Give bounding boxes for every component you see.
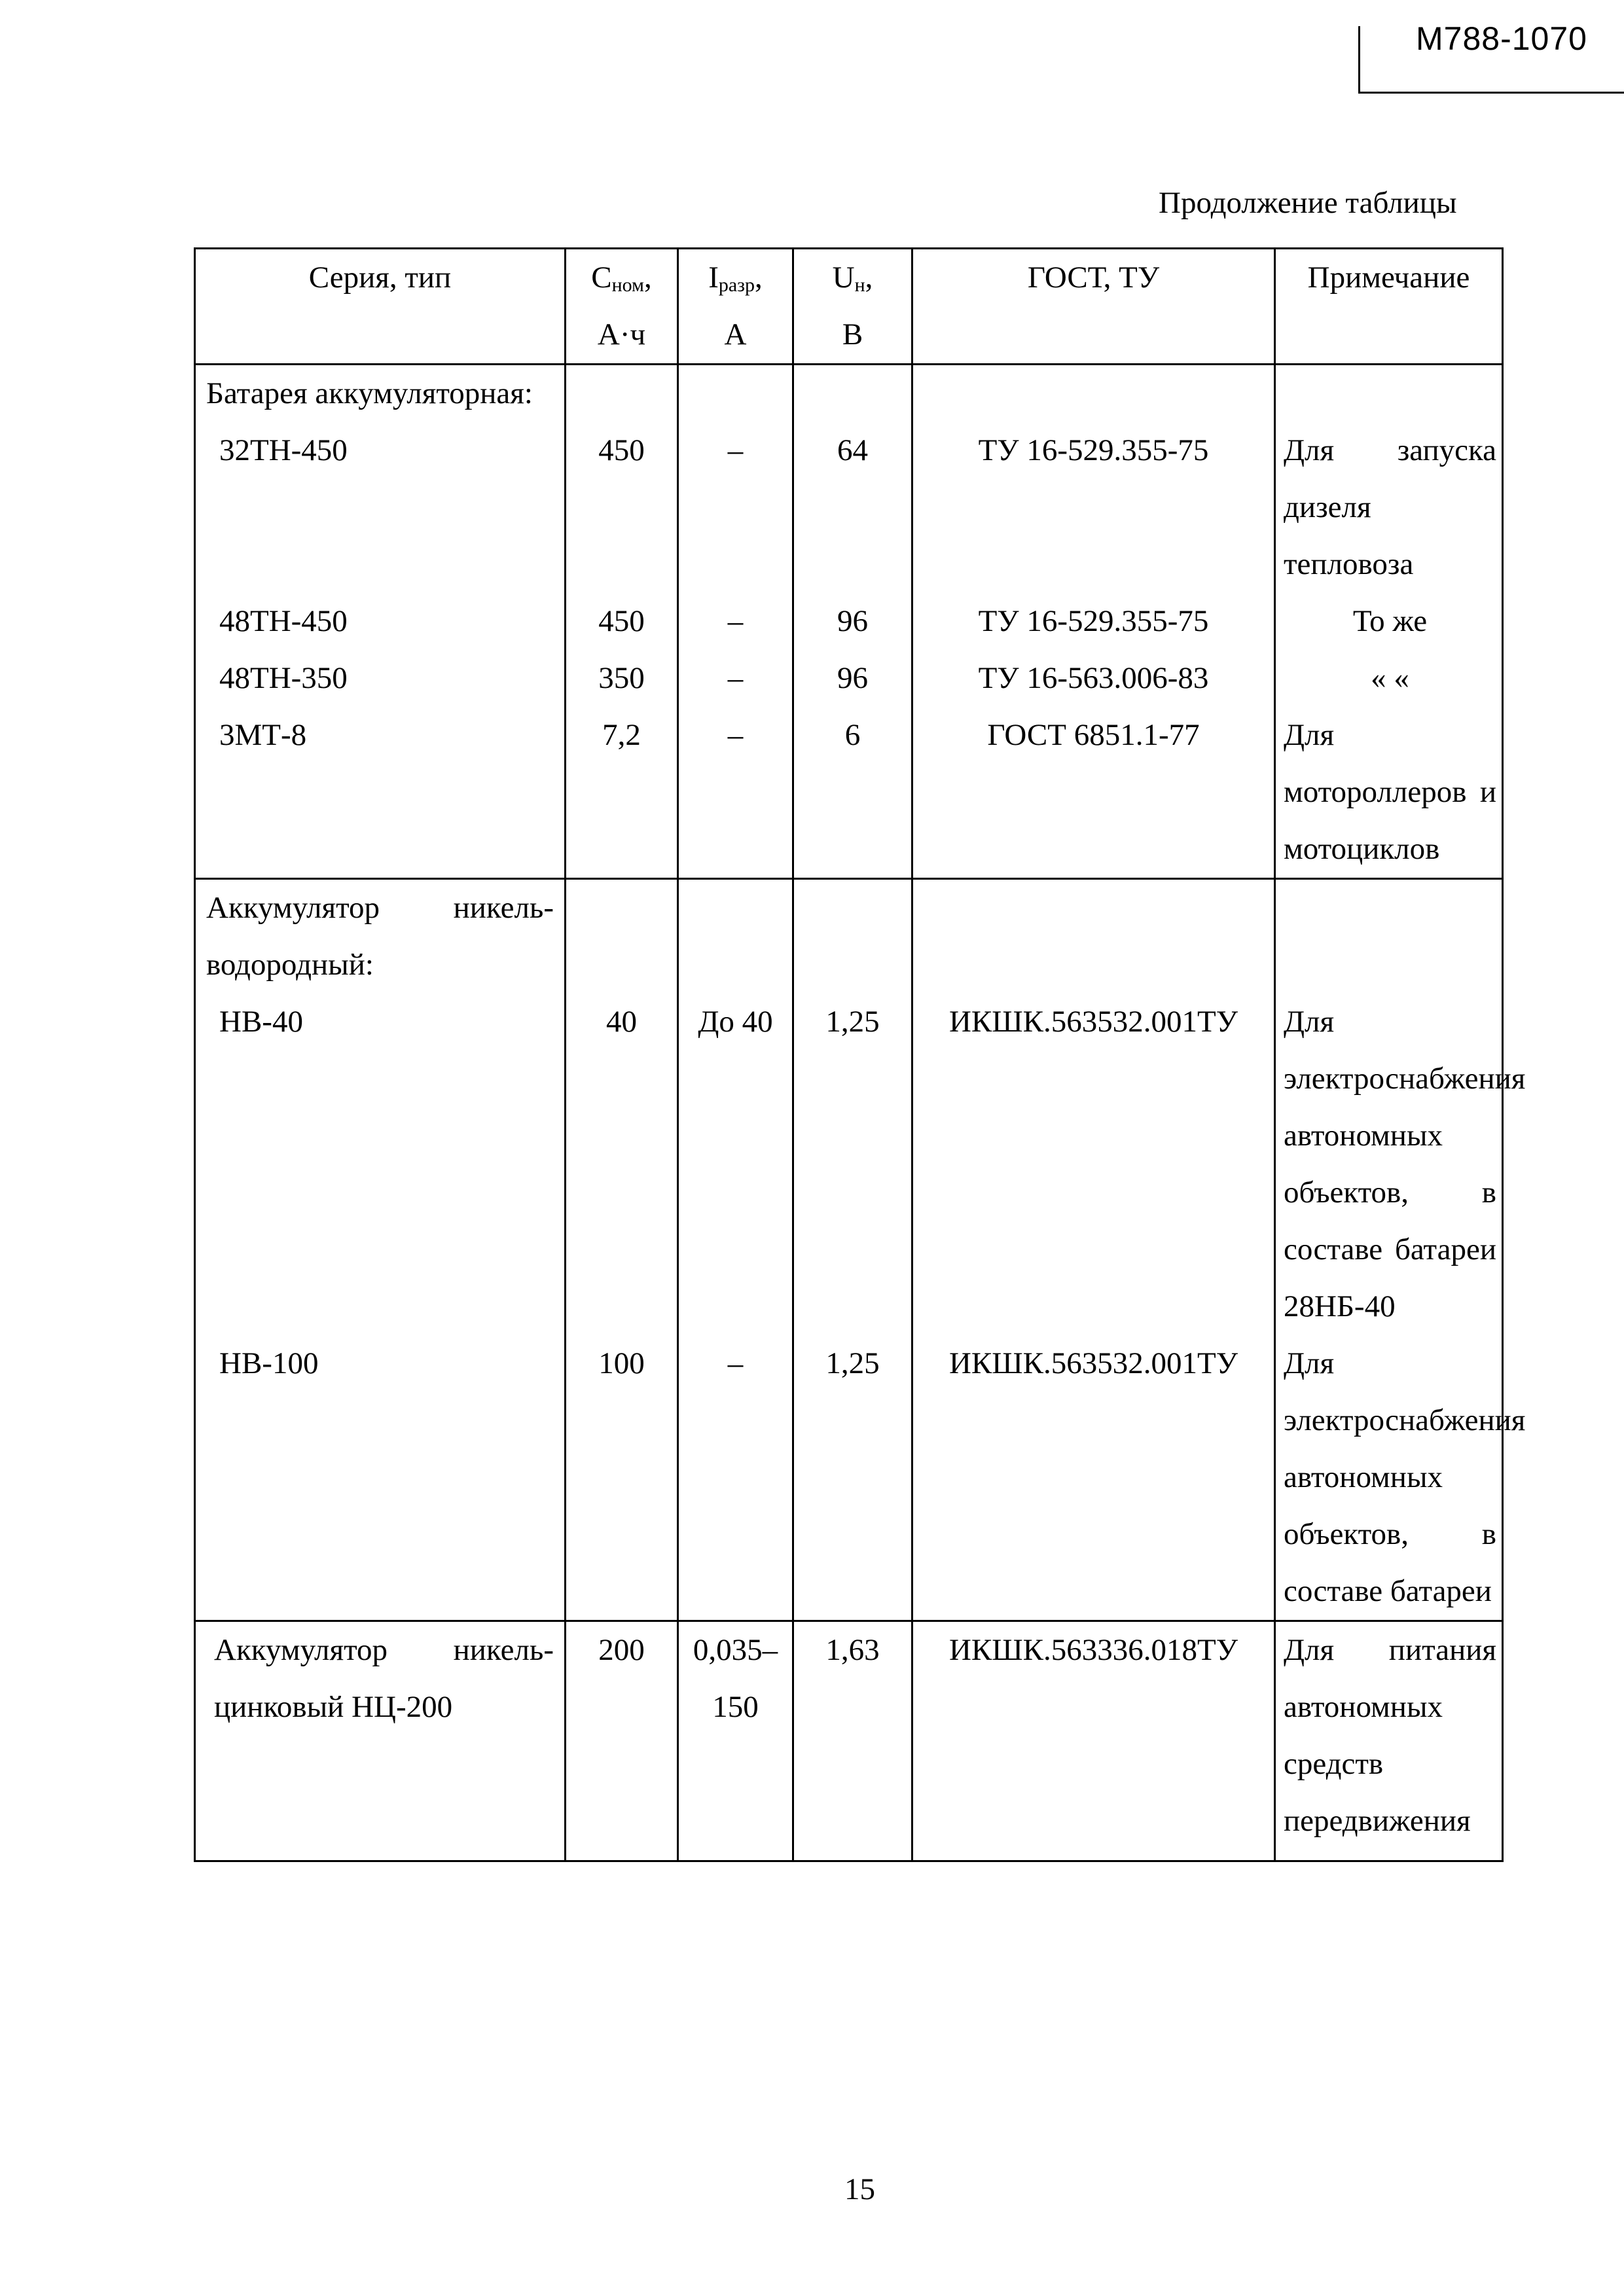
gost-value: ТУ 16-529.355-75 [912,422,1275,593]
capacity-value: 200 [566,1621,678,1861]
table-row [195,707,1503,879]
discharge-value: – [678,707,793,879]
voltage-value: 96 [793,650,912,707]
voltage-value: 1,25 [793,1335,912,1621]
note-value: Для запуска дизеля тепловоза [1275,422,1503,593]
gost-value: ТУ 16-529.355-75 [912,593,1275,650]
note-value: Для мотороллеров и мотоциклов [1275,707,1503,879]
note-value: Для электроснабжения автономных объектов, в составе батареи [1275,1335,1503,1621]
voltage-value: 6 [793,707,912,879]
table-row [195,1621,1503,1861]
group-title: Батарея аккумуляторная: [195,365,566,423]
gost-value: ИКШК.563336.018ТУ [912,1621,1275,1861]
table-row [195,650,1503,707]
gost-value: ИКШК.563532.001ТУ [912,994,1275,1335]
capacity-value: 450 [566,593,678,650]
discharge-value: – [678,422,793,593]
discharge-value: 0,035–150 [678,1621,793,1861]
gost-value: ГОСТ 6851.1-77 [912,707,1275,879]
capacity-value: 450 [566,422,678,593]
capacity-value: 350 [566,650,678,707]
voltage-value: 1,25 [793,994,912,1335]
capacity-value: 40 [566,994,678,1335]
note-value: То же [1275,593,1503,650]
series-name: НВ-100 [195,1335,566,1621]
page-number: 15 [844,2172,875,2206]
group-title: Аккумулятор никель-водородный: [195,879,566,994]
header-discharge-current: $I_{разр}$, А [678,249,793,365]
note-value: Для питания автономных средств передвижения [1275,1621,1503,1861]
series-name: 32ТН-450 [195,422,566,593]
group-title-row [195,365,1503,423]
header-capacity: $C_{ном}$, А·ч [566,249,678,365]
voltage-value: 96 [793,593,912,650]
series-name: Аккумулятор никель-цинковый НЦ-200 [195,1621,566,1861]
battery-spec-table [194,247,1526,1862]
series-name: НВ-40 [195,994,566,1335]
gost-value: ТУ 16-563.006-83 [912,650,1275,707]
discharge-value: До 40 [678,994,793,1335]
table-row [195,593,1503,650]
series-name: 3МТ-8 [195,707,566,879]
series-name: 48ТН-350 [195,650,566,707]
table-header-row [195,249,1503,365]
document-code: М788-1070 [1416,20,1587,57]
gost-value: ИКШК.563532.001ТУ [912,1335,1275,1621]
series-name: 48ТН-450 [195,593,566,650]
note-value: Для электроснабжения автономных объектов, в составе батареи 28НБ-40 [1275,994,1503,1335]
table-row [195,994,1503,1335]
group-title-row [195,879,1503,994]
voltage-value: 1,63 [793,1621,912,1861]
discharge-value: – [678,593,793,650]
header-series: Серия, тип [195,249,566,365]
table-row [195,422,1503,593]
header-gost: ГОСТ, ТУ [912,249,1275,365]
continuation-caption: Продолжение таблицы [1159,186,1457,220]
capacity-value: 7,2 [566,707,678,879]
note-value: « « [1275,650,1503,707]
table-row [195,1335,1503,1621]
discharge-value: – [678,1335,793,1621]
header-note: Примечание [1275,249,1503,365]
discharge-value: – [678,650,793,707]
voltage-value: 64 [793,422,912,593]
header-voltage: $U_н$, В [793,249,912,365]
capacity-value: 100 [566,1335,678,1621]
